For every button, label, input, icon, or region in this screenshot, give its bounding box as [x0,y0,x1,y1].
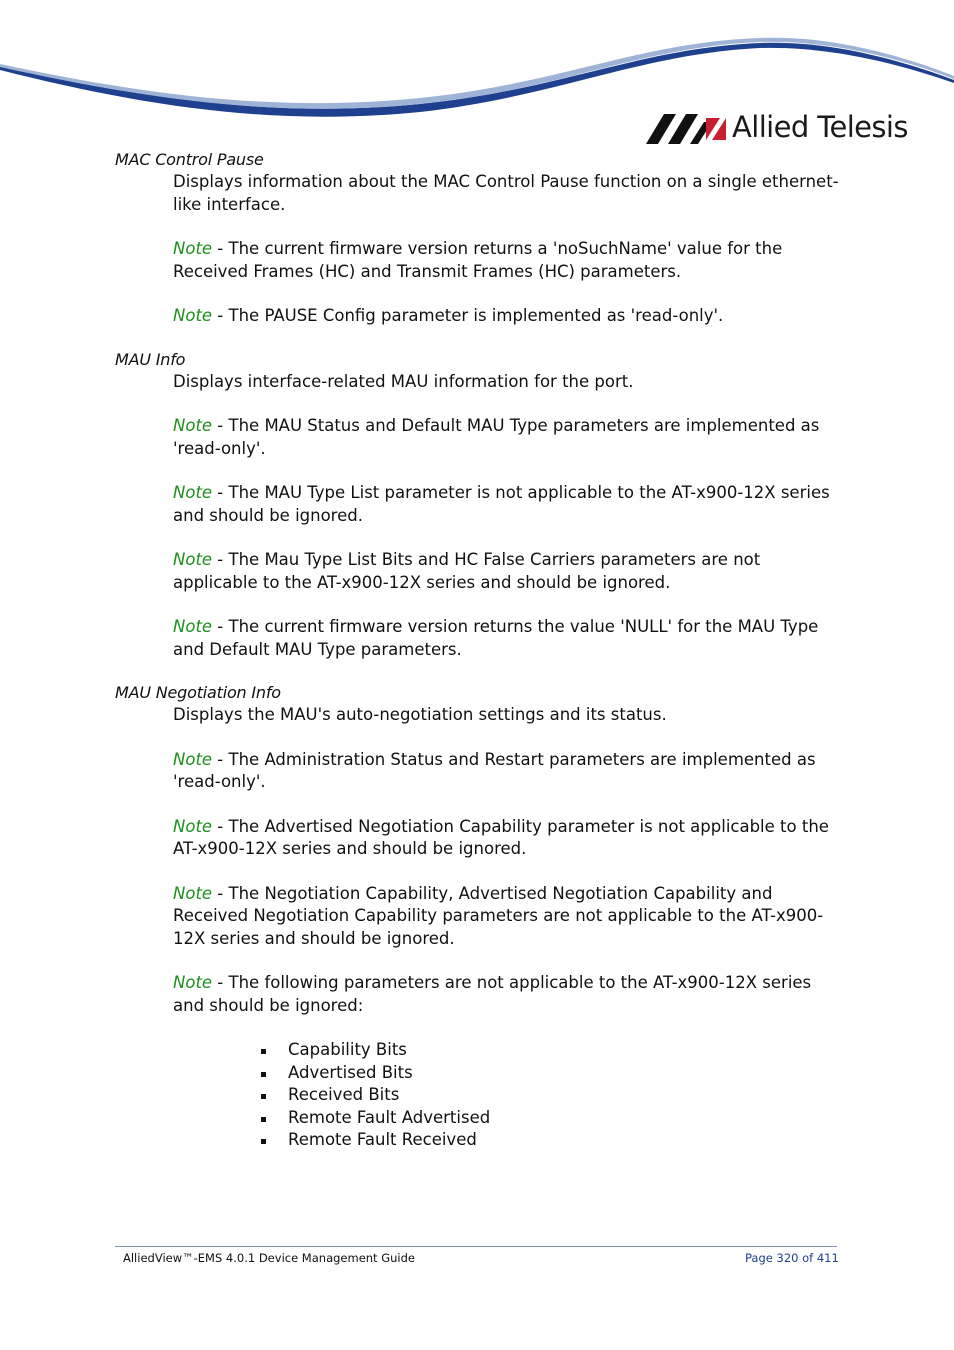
section-description: Displays interface-related MAU information for the port. [173,371,634,391]
note-text: - The PAUSE Config parameter is implemented as 'read-only'. [212,306,724,325]
main-content [115,149,840,1152]
footer-page-number: Page 320 of 411 [745,1251,839,1265]
bullet-icon [261,1072,266,1077]
section-body [173,371,840,662]
note-paragraph [173,238,840,283]
note-text: - The Mau Type List Bits and HC False Carriers parameters are not applicable to the AT-x900-12X series and should be ignored. [173,550,761,592]
list-item [288,1062,840,1085]
bullet-icon [261,1117,266,1122]
note-paragraph [173,816,840,861]
note-text: - The Advertised Negotiation Capability parameter is not applicable to the AT-x900-12X series and should be ignored. [173,816,829,858]
footer-document-title: AlliedView™-EMS 4.0.1 Device Management Guide [123,1251,415,1265]
note-paragraph [173,883,840,951]
section-body [173,704,840,1152]
section-description: Displays the MAU's auto-negotiation settings and its status. [173,705,667,724]
list-item [288,1129,840,1152]
list-item-text: Remote Fault Advertised [288,1107,491,1127]
note-label: Note [173,883,213,903]
note-text: - The Negotiation Capability, Advertised Negotiation Capability and Received Negotiation Capability parameters are not applicable to the AT-x900-12X series and should be ignored. [173,883,824,948]
note-paragraph [173,749,840,794]
note-text: - The Administration Status and Restart parameters are implemented as 'read-only'. [173,749,816,791]
allied-telesis-logo-icon [646,114,728,144]
list-item-text: Capability Bits [288,1040,407,1059]
list-item [288,1107,840,1130]
note-label: Note [173,749,213,769]
list-item-text: Remote Fault Received [288,1130,477,1149]
bullet-icon [261,1139,266,1144]
allied-telesis-logo [646,108,906,148]
section-mau-negotiation-info [115,682,840,1152]
note-label: Note [173,973,213,992]
section-title: MAU Info [115,349,186,369]
note-paragraph [173,616,840,661]
logo-text: Allied Telesis [732,110,908,144]
note-label: Note [173,416,213,435]
note-label: Note [173,239,213,258]
list-item-text: Received Bits [288,1085,400,1104]
note-text: - The current firmware version returns a 'noSuchName' value for the Received Frames (HC) and Transmit Frames (HC) parameters. [173,239,783,281]
note-paragraph [173,415,840,460]
bullet-icon [261,1049,266,1054]
note-label: Note [173,617,213,636]
note-label: Note [173,483,213,502]
parameter-list [288,1039,840,1152]
list-item-text: Advertised Bits [288,1062,413,1082]
list-item [288,1039,840,1062]
section-mac-control-pause [115,149,840,328]
note-paragraph [173,549,840,594]
note-text: - The MAU Status and Default MAU Type parameters are implemented as 'read-only'. [173,416,820,458]
note-label: Note [173,816,213,836]
note-text: - The following parameters are not applicable to the AT-x900-12X series and should be ignored: [173,973,812,1015]
bullet-icon [261,1094,266,1099]
section-description: Displays information about the MAC Control Pause function on a single ethernet-like interface. [173,172,839,214]
note-paragraph [173,482,840,527]
note-paragraph [173,305,840,328]
note-text: - The MAU Type List parameter is not applicable to the AT-x900-12X series and should be ignored. [173,483,830,525]
footer-divider [115,1246,837,1247]
section-title: MAC Control Pause [115,150,264,169]
note-label: Note [173,306,213,325]
section-mau-info [115,349,840,662]
note-text: - The current firmware version returns the value 'NULL' for the MAU Type and Default MAU Type parameters. [173,617,819,659]
list-item [288,1084,840,1107]
note-label: Note [173,550,213,569]
section-body [173,171,840,328]
section-title: MAU Negotiation Info [115,683,281,702]
note-paragraph [173,972,840,1017]
